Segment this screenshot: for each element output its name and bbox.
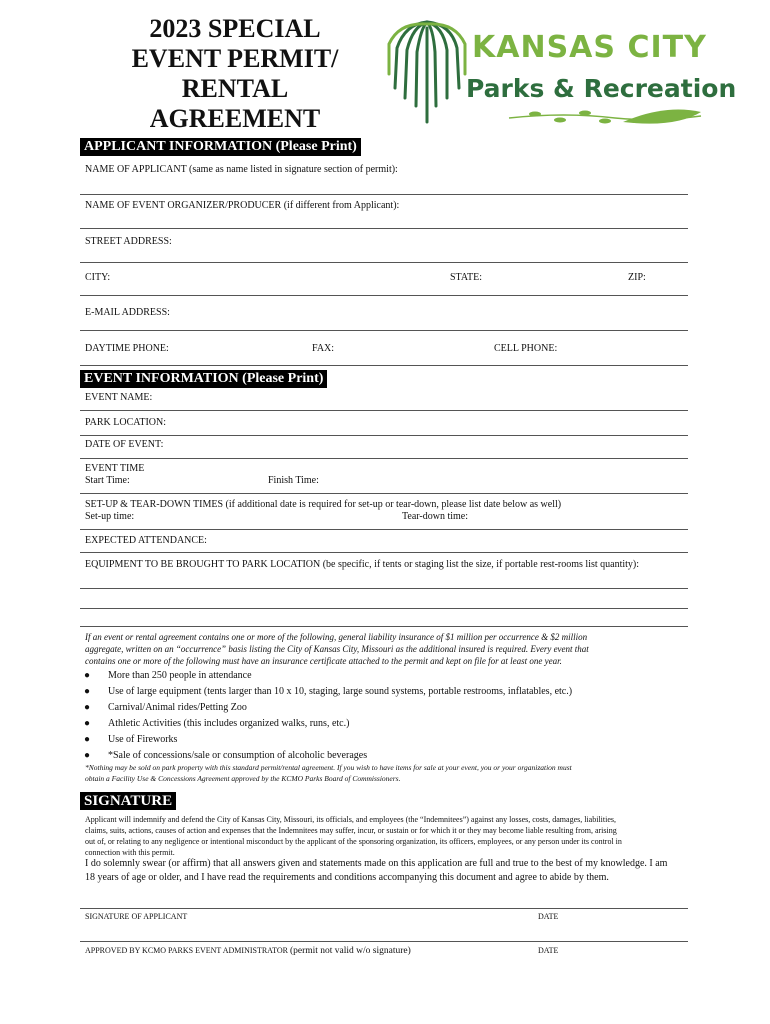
title-line: 2023 SPECIAL	[149, 14, 321, 43]
date-label-1: DATE	[538, 912, 559, 921]
date-line[interactable]	[80, 458, 688, 459]
applicant-name-label: NAME OF APPLICANT (same as name listed in signature section of permit):	[85, 164, 398, 175]
date-label-2: DATE	[538, 946, 559, 955]
applicant-name-line[interactable]	[80, 194, 688, 195]
attendance-label: EXPECTED ATTENDANCE:	[85, 535, 207, 546]
list-item: ● Use of Fireworks	[84, 732, 572, 748]
applicant-signature-label: SIGNATURE OF APPLICANT	[85, 912, 188, 921]
event-name-label: EVENT NAME:	[85, 392, 153, 403]
concessions-note: *Nothing may be sold on park property with this standard permit/rental agreement. If you wish to have items for sale at your event, you or your organization must obtain a Facility Use & Concessions Agreement approved by the KCMO Parks Board of Commissioners.	[85, 763, 572, 783]
event-name-line[interactable]	[80, 410, 688, 411]
teardown-label: Tear-down time:	[402, 511, 469, 522]
title-line: EVENT PERMIT/	[131, 44, 339, 73]
insurance-line: contains one or more of the following must have an insurance certificate attached to the permit and kept on file for at least one year.	[85, 656, 562, 666]
insurance-notice	[85, 631, 589, 667]
list-item: ● More than 250 people in attendance	[84, 668, 572, 684]
park-line[interactable]	[80, 435, 688, 436]
fax-label: FAX:	[312, 343, 335, 354]
list-item: ● Carnival/Animal rides/Petting Zoo	[84, 700, 572, 716]
equipment-label: EQUIPMENT TO BE BROUGHT TO PARK LOCATION (be specific, if tents or staging list the size, if portable rest-rooms list quantity):	[85, 559, 640, 570]
administrator-signature-label: APPROVED BY KCMO PARKS EVENT ADMINISTRATOR (permit not valid w/o signature)	[85, 946, 411, 956]
phone-line[interactable]	[80, 365, 688, 366]
organizer-label: NAME OF EVENT ORGANIZER/PRODUCER (if different from Applicant):	[85, 200, 400, 211]
oath-text: I do solemnly swear (or affirm) that all answers given and statements made on this application are full and true to the best of my knowledge. I am 18 years of age or older, and I have read the requirements and conditions accompanying this document and agree to abide by them.	[85, 858, 668, 883]
finish-time-label: Finish Time:	[268, 475, 319, 486]
administrator-signature-line[interactable]	[80, 941, 688, 942]
insurance-line: If an event or rental agreement contains one or more of the following, general liability insurance of $1 million per occurrence & $2 million	[85, 632, 588, 642]
park-label: PARK LOCATION:	[85, 417, 167, 428]
vine-ornament-icon	[505, 104, 705, 130]
city-label: CITY:	[85, 272, 111, 283]
setup-header: SET-UP & TEAR-DOWN TIMES (if additional date is required for set-up or tear-down, please list date below as well)	[85, 499, 562, 510]
logo-subtitle: Parks & Recreation	[466, 74, 737, 103]
state-label: STATE:	[450, 272, 482, 283]
form-title	[130, 14, 340, 134]
insurance-requirements-list	[84, 668, 572, 764]
list-item: ● Use of large equipment (tents larger than 10 x 10, staging, large sound systems, portable restrooms, inflatables, etc.)	[84, 684, 572, 700]
indemnification-text: Applicant will indemnify and defend the City of Kansas City, Missouri, its officials, and employees (the “Indemnitees”) against any losses, costs, damages, liabilities, claims, suits, actions, causes of action and expenses that the Indemnitees may suffer, incur, or sustain or for which it or they may become liable resulting from, arising out of, or relating to any negligence or intentional misconduct by the applicant of the sponsoring organization, its officers, employees, or any person under its control in connection with this permit.	[85, 815, 622, 857]
title-line: RENTAL	[181, 74, 289, 103]
equipment-line-3[interactable]	[80, 626, 688, 627]
signature-section-header: SIGNATURE	[80, 792, 176, 810]
applicant-signature-line[interactable]	[80, 908, 688, 909]
insurance-line: aggregate, written on an “occurrence” basis listing the City of Kansas City, Missouri as the additional insured is required. Every event that	[85, 644, 589, 654]
day-phone-label: DAYTIME PHONE:	[85, 343, 169, 354]
bullet-icon: ●	[84, 670, 91, 681]
date-label: DATE OF EVENT:	[85, 439, 164, 450]
bullet-icon: ●	[84, 750, 91, 761]
title-line: AGREEMENT	[149, 104, 321, 133]
list-item: ● Athletic Activities (this includes organized walks, runs, etc.)	[84, 716, 572, 732]
bullet-icon: ●	[84, 734, 91, 745]
willow-tree-logo-icon	[385, 18, 469, 128]
bullet-icon: ●	[84, 702, 91, 713]
setup-line[interactable]	[80, 529, 688, 530]
event-section-header: EVENT INFORMATION (Please Print)	[80, 370, 327, 388]
city-line[interactable]	[80, 295, 688, 296]
email-label: E-MAIL ADDRESS:	[85, 307, 170, 318]
attendance-line[interactable]	[80, 552, 688, 553]
zip-label: ZIP:	[628, 272, 646, 283]
time-line[interactable]	[80, 493, 688, 494]
applicant-section-header: APPLICANT INFORMATION (Please Print)	[80, 138, 361, 156]
list-item: ● *Sale of concessions/sale or consumption of alcoholic beverages	[84, 748, 572, 764]
equipment-line-1[interactable]	[80, 588, 688, 589]
event-time-label: EVENT TIME	[85, 463, 145, 474]
email-line[interactable]	[80, 330, 688, 331]
bullet-icon: ●	[84, 718, 91, 729]
setup-label: Set-up time:	[85, 511, 135, 522]
street-label: STREET ADDRESS:	[85, 236, 172, 247]
cell-label: CELL PHONE:	[494, 343, 558, 354]
bullet-icon: ●	[84, 686, 91, 697]
start-time-label: Start Time:	[85, 475, 130, 486]
equipment-line-2[interactable]	[80, 608, 688, 609]
logo-title: KANSAS CITY	[472, 30, 707, 65]
street-line[interactable]	[80, 262, 688, 263]
organizer-line[interactable]	[80, 228, 688, 229]
